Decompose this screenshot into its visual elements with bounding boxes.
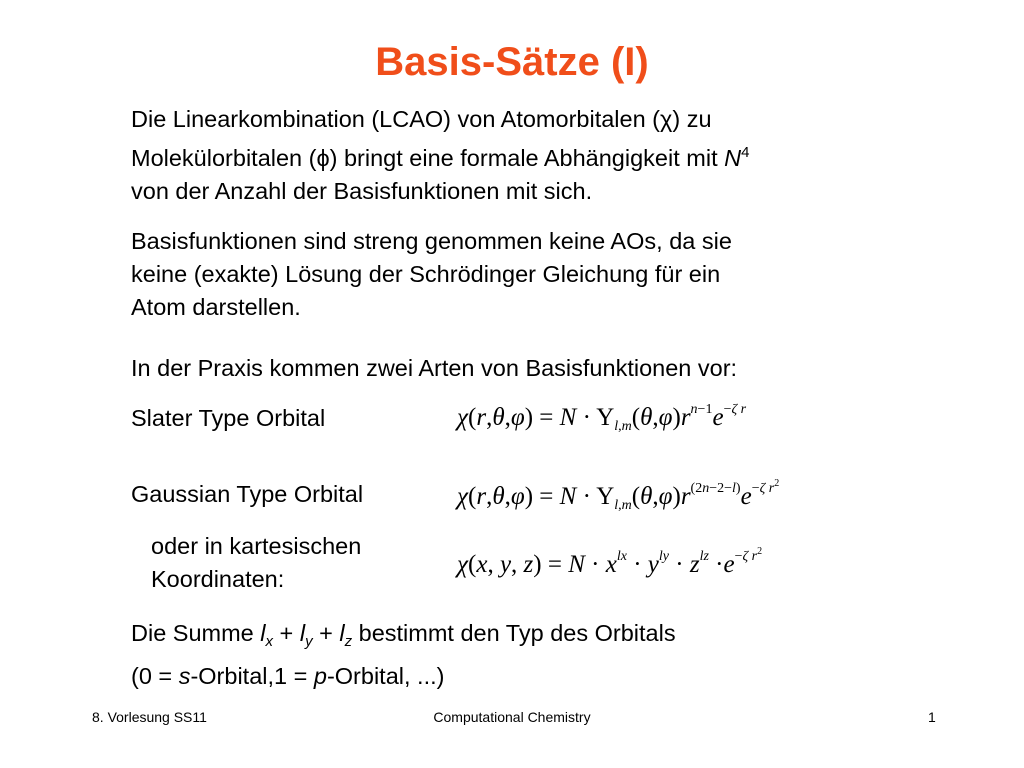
paragraph-lcao-line1: Die Linearkombination (LCAO) von Atomorbitalen (χ) zu — [131, 106, 712, 132]
label-cartesian — [151, 530, 361, 596]
footer-page-number: 1 — [928, 709, 936, 725]
plus-1: + — [273, 620, 300, 646]
sub-x: x — [265, 633, 274, 650]
label-cartesian-line1: oder in kartesischen — [151, 533, 362, 559]
label-gto: Gaussian Type Orbital — [131, 481, 364, 507]
sum-prefix: Die Summe — [131, 620, 261, 646]
label-cartesian-line2: Koordinaten: — [151, 566, 285, 592]
label-sto: Slater Type Orbital — [131, 405, 326, 431]
sum-suffix: bestimmt den Typ des Orbitals — [352, 620, 676, 646]
paragraph-basisfunctions-line3: Atom darstellen. — [131, 294, 301, 320]
orbital-a: (0 = — [131, 663, 179, 689]
orbital-s: s — [178, 663, 191, 689]
formula-cartesian: χ(x, y, $z) = N \cdot x^{lx} \cdot y^{ly} \cdot z^{lz} \cdot e^{-\zeta r^2}$ — [457, 546, 763, 578]
paragraph-lcao-line2 — [131, 136, 891, 175]
paragraph-basisfunctions-line2: keine (exakte) Lösung der Schrödinger Gleichung für ein — [131, 261, 721, 287]
paragraph-sum-line2 — [131, 659, 891, 693]
orbital-c: -Orbital, ...) — [326, 663, 445, 689]
sub-z: z — [344, 633, 353, 650]
exponent-4: 4 — [741, 144, 750, 161]
paragraph-basisfunctions-line1: Basisfunktionen sind streng genommen keine AOs, da sie — [131, 228, 732, 254]
sub-y: y — [305, 633, 313, 650]
paragraph-basisfunctions — [131, 225, 891, 324]
var-l-x: l — [260, 620, 266, 646]
paragraph-sum-line1 — [131, 616, 891, 659]
footer-course: Computational Chemistry — [433, 709, 591, 725]
paragraph-practice: In der Praxis kommen zwei Arten von Basisfunktionen vor: — [131, 355, 738, 381]
slide-title: Basis-Sätze (I) — [375, 40, 649, 84]
plus-2: + — [312, 620, 340, 646]
paragraph-lcao — [131, 103, 891, 208]
orbital-b: -Orbital,1 = — [190, 663, 314, 689]
paragraph-lcao-line3: von der Anzahl der Basisfunktionen mit sich. — [131, 177, 593, 204]
paragraph-sum — [131, 616, 891, 693]
formula-sto: $\chi(r,\theta,\varphi) = N \cdot Y_{l,m}(\theta,\varphi)r^{n-1}e^{-\zeta r}$ — [457, 402, 747, 434]
paragraph-lcao-line2-text: Molekülorbitalen (ϕ) bringt eine formale Abhängigkeit mit — [131, 144, 725, 171]
formula-gto: $\chi(r,\theta,\varphi) = N \cdot Y_{l,m}(\theta,\varphi)r^{(2n-2-l)}e^{-\zeta r^2}$ — [457, 478, 780, 513]
orbital-p: p — [313, 663, 327, 689]
var-l-z: l — [339, 620, 345, 646]
variable-n: N — [724, 144, 742, 171]
footer-lecture: 8. Vorlesung SS11 — [92, 709, 207, 725]
var-l-y: l — [299, 620, 306, 646]
